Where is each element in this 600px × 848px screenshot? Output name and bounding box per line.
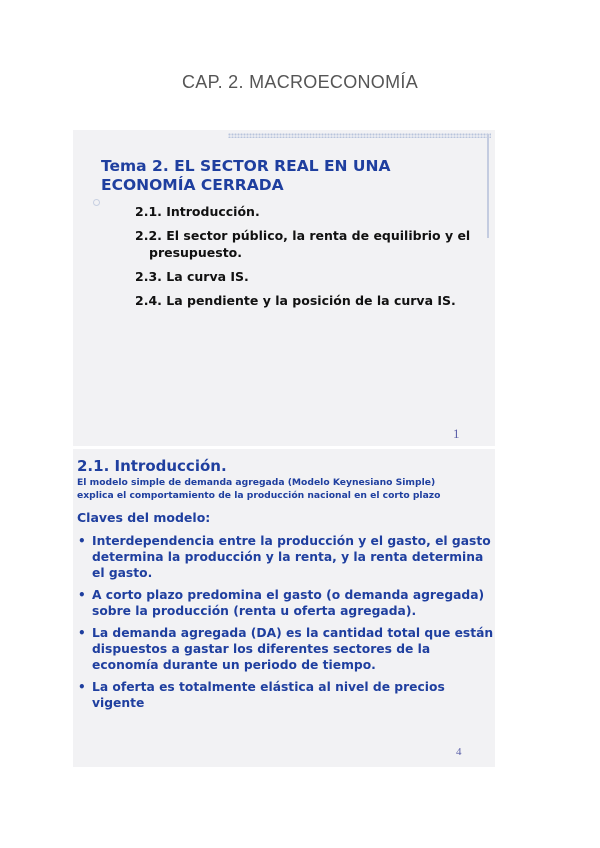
bullet-icon: • — [78, 534, 86, 548]
slide-2-page-number: 4 — [456, 746, 462, 758]
bullet-icon: • — [78, 680, 86, 694]
bullet-item — [77, 679, 497, 711]
slide-2 — [73, 449, 495, 767]
slide-2-bullet-list — [77, 533, 497, 717]
bullet-text: La demanda agregada (DA) es la cantidad total que están dispuestos a gastar los diferentes sectores de la economía durante un periodo de tiempo. — [92, 626, 494, 672]
bullet-icon: • — [78, 588, 86, 602]
bullet-item — [77, 587, 497, 619]
bullet-icon: • — [78, 626, 86, 640]
decorative-dot-band — [228, 133, 491, 138]
slide-1-title: Tema 2. EL SECTOR REAL EN UNA ECONOMÍA CERRADA — [101, 157, 391, 194]
decorative-circle-icon — [93, 199, 100, 206]
slide-1-outline — [135, 203, 483, 316]
slide-2-intro — [77, 476, 497, 502]
outline-item: 2.1. Introducción. — [135, 204, 260, 219]
bullet-text: Interdependencia entre la producción y el gasto, el gasto determina la producción y la renta, y la renta determina el gasto. — [92, 534, 491, 580]
outline-item: 2.4. La pendiente y la posición de la curva IS. — [135, 293, 456, 308]
slide-2-subheading: Claves del modelo: — [77, 510, 211, 525]
slide-2-heading: 2.1. Introducción. — [77, 457, 227, 475]
bullet-item — [77, 625, 497, 673]
outline-item: 2.2. El sector público, la renta de equilibrio y el presupuesto. — [135, 228, 471, 260]
intro-line: explica el comportamiento de la producción nacional en el corto plazo — [77, 490, 441, 501]
slide-1 — [73, 130, 495, 446]
decorative-vertical-line — [487, 134, 489, 238]
bullet-text: La oferta es totalmente elástica al nivel de precios vigente — [92, 680, 445, 710]
bullet-item — [77, 533, 497, 581]
bullet-text: A corto plazo predomina el gasto (o demanda agregada) sobre la producción (renta u oferta agregada). — [92, 588, 485, 618]
intro-line: El modelo simple de demanda agregada (Modelo Keynesiano Simple) — [77, 477, 436, 488]
outline-item: 2.3. La curva IS. — [135, 269, 249, 284]
slide-1-page-number: 1 — [453, 426, 460, 441]
page-header: CAP. 2. MACROECONOMÍA — [181, 72, 418, 92]
